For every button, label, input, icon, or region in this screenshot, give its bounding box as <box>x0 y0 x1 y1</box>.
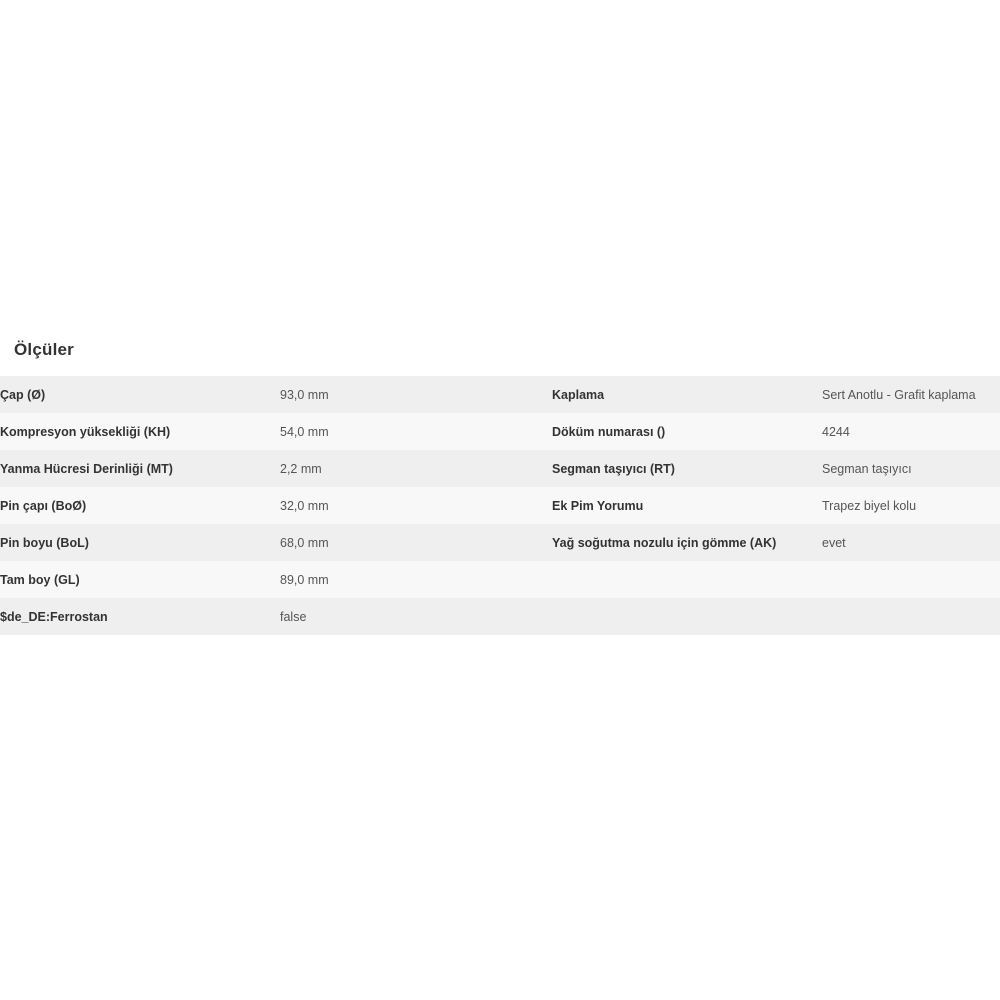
spec-label: Kaplama <box>552 387 605 402</box>
spec-label: Pin çapı (BoØ) <box>0 498 87 513</box>
table-row <box>0 450 1000 487</box>
spec-value: 93,0 mm <box>280 387 329 402</box>
spec-value: 54,0 mm <box>280 424 329 439</box>
spec-value: Trapez biyel kolu <box>822 498 917 513</box>
spec-label-empty <box>552 561 822 598</box>
section-title: Ölçüler <box>14 340 74 359</box>
table-row <box>0 487 1000 524</box>
dimensions-section <box>0 340 1000 635</box>
table-row <box>0 524 1000 561</box>
spec-value: 68,0 mm <box>280 535 329 550</box>
spec-value: 89,0 mm <box>280 572 329 587</box>
spec-value: false <box>280 609 307 624</box>
spec-label: Pin boyu (BoL) <box>0 535 89 550</box>
spec-label: Kompresyon yüksekliği (KH) <box>0 424 171 439</box>
spec-label-empty <box>552 598 822 635</box>
spec-label: Döküm numarası () <box>552 424 666 439</box>
spec-value: 4244 <box>822 424 850 439</box>
table-row <box>0 561 1000 598</box>
table-row <box>0 413 1000 450</box>
spec-value: 2,2 mm <box>280 461 322 476</box>
spec-label: Ek Pim Yorumu <box>552 498 644 513</box>
spec-label: Çap (Ø) <box>0 387 46 402</box>
spec-label: Yağ soğutma nozulu için gömme (AK) <box>552 535 777 550</box>
spec-label: Segman taşıyıcı (RT) <box>552 461 675 476</box>
table-row <box>0 598 1000 635</box>
spec-label: $de_DE:Ferrostan <box>0 609 108 624</box>
specifications-table <box>0 376 1000 635</box>
spec-value: 32,0 mm <box>280 498 329 513</box>
spec-value: evet <box>822 535 846 550</box>
spec-value: Sert Anotlu - Grafit kaplama <box>822 387 976 402</box>
spec-label: Tam boy (GL) <box>0 572 80 587</box>
spec-value-empty <box>822 598 1000 635</box>
spec-value: Segman taşıyıcı <box>822 461 912 476</box>
spec-label: Yanma Hücresi Derinliği (MT) <box>0 461 173 476</box>
spec-value-empty <box>822 561 1000 598</box>
table-row <box>0 376 1000 413</box>
